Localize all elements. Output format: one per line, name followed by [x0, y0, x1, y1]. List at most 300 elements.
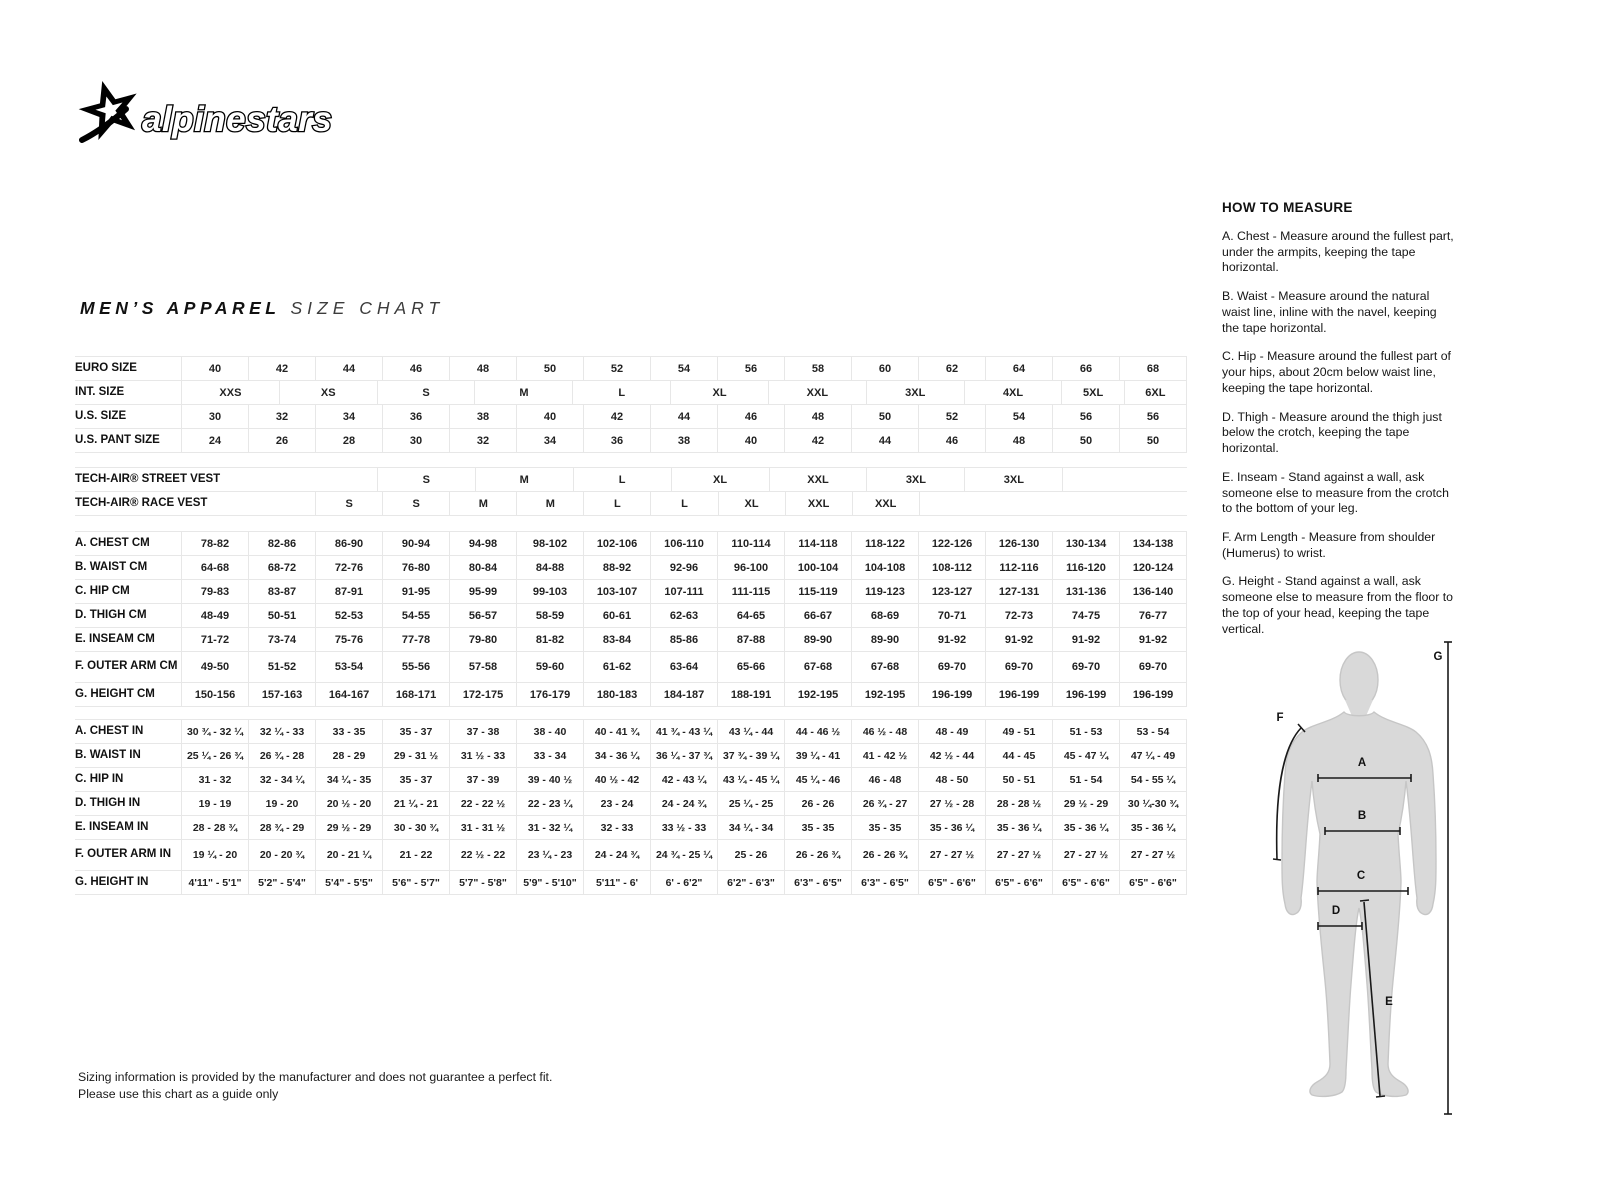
size-cell: 28 [315, 429, 382, 452]
size-cell: 42 [784, 429, 851, 452]
row-label: U.S. SIZE [75, 409, 127, 422]
size-cell: 29 ½ - 29 [315, 816, 382, 839]
size-cell: 127-131 [985, 580, 1052, 603]
measure-instruction-thigh: D. Thigh - Measure around the thigh just below the crotch, keeping the tape horizontal. [1222, 409, 1442, 456]
measure-instruction-arm: F. Arm Length - Measure from shoulder (Humerus) to wrist. [1222, 530, 1436, 560]
size-cell: 168-171 [382, 683, 449, 706]
size-cell: 30 ¼-30 ¾ [1119, 792, 1187, 815]
row-cells [181, 720, 1187, 743]
size-cell: 4XL [964, 381, 1062, 404]
size-cell: 33 - 34 [516, 744, 583, 767]
size-cell: 23 ¼ - 23 [516, 840, 583, 870]
size-table [75, 356, 1187, 895]
size-cell: 25 ¼ - 26 ¾ [181, 744, 248, 767]
size-cell: 34 ¼ - 35 [315, 768, 382, 791]
size-cell: 106-110 [650, 532, 717, 555]
size-cell: 35 - 36 ¼ [918, 816, 985, 839]
size-cell: 184-187 [650, 683, 717, 706]
row-cells [181, 840, 1187, 870]
size-cell: XL [718, 492, 785, 515]
row-label: D. THIGH CM [75, 608, 147, 621]
size-cell: 50 [1119, 429, 1187, 452]
size-cell: 68-72 [248, 556, 315, 579]
size-cell: 44 [650, 405, 717, 428]
size-cell: 176-179 [516, 683, 583, 706]
size-cell: 123-127 [918, 580, 985, 603]
size-cell: 24 - 24 ¾ [583, 840, 650, 870]
size-cell: 28 ¾ - 29 [248, 816, 315, 839]
measure-instruction-inseam: E. Inseam - Stand against a wall, ask someone else to measure from the crotch to the bottom of your leg. [1222, 469, 1449, 516]
size-cell: 48 [449, 357, 516, 380]
page-title [80, 298, 444, 319]
row-cells [181, 628, 1187, 651]
size-cell: 62-63 [650, 604, 717, 627]
size-cell: L [572, 381, 670, 404]
size-cell: 38 [650, 429, 717, 452]
size-cell: 122-126 [918, 532, 985, 555]
footer-note [78, 1069, 552, 1103]
size-cell: 26 [248, 429, 315, 452]
table-group-sizes [75, 356, 1187, 453]
size-cell: 150-156 [181, 683, 248, 706]
size-cell: 56-57 [449, 604, 516, 627]
size-cell: 68 [1119, 357, 1187, 380]
size-cell: 37 - 39 [449, 768, 516, 791]
size-cell: 76-80 [382, 556, 449, 579]
table-row [75, 720, 1187, 744]
size-cell: 157-163 [248, 683, 315, 706]
size-cell: 58-59 [516, 604, 583, 627]
size-cell: 56 [1052, 405, 1119, 428]
how-to-measure-heading: HOW TO MEASURE [1222, 200, 1353, 215]
size-cell: 20 ½ - 20 [315, 792, 382, 815]
row-cells [181, 816, 1187, 839]
size-cell: 74-75 [1052, 604, 1119, 627]
row-cells [181, 532, 1187, 555]
size-cell: 31 ½ - 33 [449, 744, 516, 767]
size-cell: 5'4" - 5'5" [315, 871, 382, 894]
size-cell: 40 ½ - 42 [583, 768, 650, 791]
size-cell: 52-53 [315, 604, 382, 627]
size-cell: 111-115 [717, 580, 784, 603]
size-cell: 53-54 [315, 652, 382, 682]
size-cell: 27 - 27 ½ [918, 840, 985, 870]
size-cell: 91-92 [1052, 628, 1119, 651]
size-cell: 192-195 [851, 683, 918, 706]
size-cell: 33 - 35 [315, 720, 382, 743]
table-row [75, 492, 1187, 516]
size-cell: 43 ¼ - 45 ¼ [717, 768, 784, 791]
figure-label-thigh: D [1331, 905, 1341, 917]
size-cell: 38 - 40 [516, 720, 583, 743]
size-cell: 118-122 [851, 532, 918, 555]
size-cell: 26 - 26 ¾ [784, 840, 851, 870]
size-cell: 67-68 [851, 652, 918, 682]
figure-label-inseam: E [1385, 996, 1393, 1008]
size-cell: XXS [181, 381, 279, 404]
size-cell: 46 ½ - 48 [851, 720, 918, 743]
figure-label-arm: F [1276, 712, 1284, 724]
size-cell: 19 - 20 [248, 792, 315, 815]
size-cell: XXL [852, 492, 919, 515]
measure-figure [1232, 616, 1457, 1124]
size-cell: 136-140 [1119, 580, 1187, 603]
size-cell: 5'6" - 5'7" [382, 871, 449, 894]
size-cell: 6'5" - 6'6" [985, 871, 1052, 894]
alpinestars-logo-icon [72, 76, 347, 148]
size-cell: 69-70 [985, 652, 1052, 682]
size-cell: 50 [516, 357, 583, 380]
size-cell: 58 [784, 357, 851, 380]
size-cell: S [382, 492, 449, 515]
size-cell: 180-183 [583, 683, 650, 706]
row-cells [181, 768, 1187, 791]
size-cell: 81-82 [516, 628, 583, 651]
size-cell: 49 - 51 [985, 720, 1052, 743]
size-cell: 72-73 [985, 604, 1052, 627]
size-cell: 94-98 [449, 532, 516, 555]
size-cell: 134-138 [1119, 532, 1187, 555]
row-cells [181, 405, 1187, 428]
size-cell: 196-199 [985, 683, 1052, 706]
size-cell: 30 - 30 ¾ [382, 816, 449, 839]
row-label: INT. SIZE [75, 385, 125, 398]
size-cell: M [474, 381, 572, 404]
size-cell: 37 ¾ - 39 ¼ [717, 744, 784, 767]
size-cell: 48 [985, 429, 1052, 452]
size-cell: 61-62 [583, 652, 650, 682]
page-title-primary: MEN’S APPAREL [80, 298, 281, 318]
size-cell: 71-72 [181, 628, 248, 651]
size-cell: 22 - 23 ¼ [516, 792, 583, 815]
size-cell: 6'5" - 6'6" [1119, 871, 1187, 894]
size-cell: 32 ¼ - 33 [248, 720, 315, 743]
row-cells [181, 604, 1187, 627]
size-cell: 30 ¾ - 32 ¼ [181, 720, 248, 743]
size-cell: 48 [784, 405, 851, 428]
row-label: U.S. PANT SIZE [75, 433, 160, 446]
size-cell: M [516, 492, 583, 515]
size-cell: 108-112 [918, 556, 985, 579]
size-cell: 42 [248, 357, 315, 380]
table-row [75, 744, 1187, 768]
size-cell: 120-124 [1119, 556, 1187, 579]
size-cell: 188-191 [717, 683, 784, 706]
size-cell: 28 - 28 ½ [985, 792, 1052, 815]
size-cell: 51 - 53 [1052, 720, 1119, 743]
size-cell: 45 - 47 ¼ [1052, 744, 1119, 767]
size-cell [1062, 468, 1124, 491]
row-label: A. CHEST IN [75, 724, 144, 737]
figure-label-hip: C [1356, 870, 1366, 882]
size-cell: 63-64 [650, 652, 717, 682]
size-cell: 92-96 [650, 556, 717, 579]
size-cell: 6'5" - 6'6" [1052, 871, 1119, 894]
size-cell: 35 - 35 [851, 816, 918, 839]
row-label: C. HIP CM [75, 584, 130, 597]
size-cell [919, 492, 986, 515]
size-cell: 6'3" - 6'5" [784, 871, 851, 894]
size-cell: 31 - 32 [181, 768, 248, 791]
size-cell: 90-94 [382, 532, 449, 555]
size-cell: 30 [181, 405, 248, 428]
size-cell: 27 - 27 ½ [1119, 840, 1187, 870]
size-cell: 52 [583, 357, 650, 380]
size-cell: XXL [768, 381, 866, 404]
size-cell: 35 - 37 [382, 720, 449, 743]
size-cell: 24 - 24 ¾ [650, 792, 717, 815]
size-cell: 22 ½ - 22 [449, 840, 516, 870]
figure-label-chest: A [1357, 757, 1367, 769]
table-row [75, 556, 1187, 580]
size-cell: 80-84 [449, 556, 516, 579]
size-cell: 104-108 [851, 556, 918, 579]
size-cell: 52 [918, 405, 985, 428]
table-row [75, 604, 1187, 628]
size-cell: 88-92 [583, 556, 650, 579]
size-cell: 19 ¼ - 20 [181, 840, 248, 870]
size-cell: 91-95 [382, 580, 449, 603]
size-cell: 22 - 22 ½ [449, 792, 516, 815]
size-cell: 20 - 21 ¼ [315, 840, 382, 870]
size-cell: 38 [449, 405, 516, 428]
body-silhouette-icon [1232, 616, 1457, 1124]
size-cell: 42 - 43 ¼ [650, 768, 717, 791]
size-cell [986, 492, 1053, 515]
size-cell: 60 [851, 357, 918, 380]
size-cell: 91-92 [985, 628, 1052, 651]
size-cell [1120, 492, 1187, 515]
size-cell: 45 ¼ - 46 [784, 768, 851, 791]
size-cell: 112-116 [985, 556, 1052, 579]
table-row [75, 429, 1187, 453]
size-cell: 68-69 [851, 604, 918, 627]
size-cell: 192-195 [784, 683, 851, 706]
size-cell: 41 - 42 ½ [851, 744, 918, 767]
footer-line-2: Please use this chart as a guide only [78, 1087, 279, 1102]
size-cell: 3XL [866, 381, 964, 404]
table-row [75, 405, 1187, 429]
row-cells [181, 556, 1187, 579]
size-cell: 34 [516, 429, 583, 452]
row-cells [181, 652, 1187, 682]
size-cell: 50 [1052, 429, 1119, 452]
size-cell: 50 - 51 [985, 768, 1052, 791]
how-to-measure-panel [1222, 200, 1455, 650]
size-cell: L [650, 492, 717, 515]
measure-instruction-waist: B. Waist - Measure around the natural waist line, inline with the navel, keeping the tape horizontal. [1222, 289, 1437, 335]
row-label: C. HIP IN [75, 772, 124, 785]
row-label: TECH-AIR® STREET VEST [75, 472, 221, 485]
figure-label-height: G [1433, 651, 1443, 663]
size-cell [1125, 468, 1187, 491]
size-cell: XL [671, 468, 769, 491]
size-cell: 34 [315, 405, 382, 428]
size-cell: 30 [382, 429, 449, 452]
size-cell: S [377, 468, 475, 491]
size-cell: 70-71 [918, 604, 985, 627]
size-cell: 32 - 34 ¼ [248, 768, 315, 791]
size-cell: 83-84 [583, 628, 650, 651]
size-cell: 57-58 [449, 652, 516, 682]
size-cell: 87-88 [717, 628, 784, 651]
size-cell: 75-76 [315, 628, 382, 651]
size-cell: 20 - 20 ¾ [248, 840, 315, 870]
row-cells [181, 492, 1187, 515]
row-cells [181, 580, 1187, 603]
size-cell: 39 ¼ - 41 [784, 744, 851, 767]
table-row [75, 840, 1187, 871]
size-cell: 100-104 [784, 556, 851, 579]
size-cell: 36 [583, 429, 650, 452]
size-cell: 44 [315, 357, 382, 380]
size-cell: 82-86 [248, 532, 315, 555]
size-cell: 6' - 6'2" [650, 871, 717, 894]
size-cell: XS [279, 381, 377, 404]
size-cell: 27 - 27 ½ [1052, 840, 1119, 870]
size-cell [248, 492, 315, 515]
row-label: A. CHEST CM [75, 536, 150, 549]
table-row [75, 792, 1187, 816]
size-cell: 35 - 37 [382, 768, 449, 791]
size-cell: 48-49 [181, 604, 248, 627]
size-cell: 64-68 [181, 556, 248, 579]
size-cell: 41 ¾ - 43 ¼ [650, 720, 717, 743]
size-cell: 50-51 [248, 604, 315, 627]
size-cell: 116-120 [1052, 556, 1119, 579]
size-cell: 39 - 40 ½ [516, 768, 583, 791]
size-cell: 47 ¼ - 49 [1119, 744, 1187, 767]
size-cell: 49-50 [181, 652, 248, 682]
size-cell: 130-134 [1052, 532, 1119, 555]
size-cell: 33 ½ - 33 [650, 816, 717, 839]
size-cell: 72-76 [315, 556, 382, 579]
size-cell: 55-56 [382, 652, 449, 682]
size-cell: 5XL [1061, 381, 1123, 404]
size-cell: 5'2" - 5'4" [248, 871, 315, 894]
size-cell: 91-92 [918, 628, 985, 651]
size-cell: 6'5" - 6'6" [918, 871, 985, 894]
size-cell: 44 - 46 ½ [784, 720, 851, 743]
size-cell: 29 - 31 ½ [382, 744, 449, 767]
size-cell: 35 - 35 [784, 816, 851, 839]
size-cell: 54 [985, 405, 1052, 428]
size-cell: 5'7" - 5'8" [449, 871, 516, 894]
size-cell: 46 - 48 [851, 768, 918, 791]
size-cell: 66-67 [784, 604, 851, 627]
size-cell: 64 [985, 357, 1052, 380]
row-cells [181, 357, 1187, 380]
size-cell: 42 [583, 405, 650, 428]
size-cell: 69-70 [1119, 652, 1187, 682]
row-cells [181, 744, 1187, 767]
size-cell: 32 [248, 405, 315, 428]
size-cell: 69-70 [1052, 652, 1119, 682]
size-cell: 26 ¾ - 28 [248, 744, 315, 767]
size-cell: 37 - 38 [449, 720, 516, 743]
size-cell: 26 - 26 ¾ [851, 840, 918, 870]
size-cell: 60-61 [583, 604, 650, 627]
figure-label-waist: B [1357, 810, 1367, 822]
table-row [75, 580, 1187, 604]
table-group-tech_air [75, 467, 1187, 516]
table-row [75, 816, 1187, 840]
row-cells [181, 381, 1187, 404]
row-label: E. INSEAM CM [75, 632, 155, 645]
size-cell: 172-175 [449, 683, 516, 706]
table-row [75, 468, 1187, 492]
row-cells [181, 683, 1187, 706]
size-cell: 35 - 36 ¼ [985, 816, 1052, 839]
size-cell: 46 [382, 357, 449, 380]
size-cell: 79-80 [449, 628, 516, 651]
size-cell: M [449, 492, 516, 515]
size-cell: 34 ¼ - 34 [717, 816, 784, 839]
size-cell: 196-199 [1119, 683, 1187, 706]
size-cell: 42 ½ - 44 [918, 744, 985, 767]
size-cell: 83-87 [248, 580, 315, 603]
size-cell: 29 ½ - 29 [1052, 792, 1119, 815]
size-cell: 28 - 28 ¾ [181, 816, 248, 839]
size-cell: 79-83 [181, 580, 248, 603]
measure-instruction-chest: A. Chest - Measure around the fullest part, under the armpits, keeping the tape horizontal. [1222, 229, 1454, 275]
row-label: F. OUTER ARM CM [75, 660, 178, 673]
size-cell: 5'9" - 5'10" [516, 871, 583, 894]
size-cell: L [583, 492, 650, 515]
size-cell: 107-111 [650, 580, 717, 603]
size-cell: 102-106 [583, 532, 650, 555]
size-cell: 95-99 [449, 580, 516, 603]
size-cell: 196-199 [1052, 683, 1119, 706]
size-cell: 32 [449, 429, 516, 452]
size-cell: 99-103 [516, 580, 583, 603]
row-label: B. WAIST CM [75, 560, 148, 573]
size-cell: 48 - 49 [918, 720, 985, 743]
page-title-secondary: SIZE CHART [290, 298, 445, 318]
table-row [75, 381, 1187, 405]
size-cell: 164-167 [315, 683, 382, 706]
size-cell: 5'11" - 6' [583, 871, 650, 894]
size-cell: 46 [717, 405, 784, 428]
measure-instruction-hip: C. Hip - Measure around the fullest part of your hips, about 20cm below waist line, keeping the tape horizontal. [1222, 349, 1451, 395]
table-row [75, 683, 1187, 707]
table-group-imperial [75, 719, 1187, 895]
size-cell: 86-90 [315, 532, 382, 555]
size-cell: 115-119 [784, 580, 851, 603]
size-cell: 51 - 54 [1052, 768, 1119, 791]
size-cell: S [377, 381, 475, 404]
size-cell: 54 [650, 357, 717, 380]
size-cell: 21 - 22 [382, 840, 449, 870]
size-cell: 46 [918, 429, 985, 452]
size-cell: 119-123 [851, 580, 918, 603]
size-cell: 23 - 24 [583, 792, 650, 815]
size-cell: 36 ¼ - 37 ¾ [650, 744, 717, 767]
size-cell: 6'2" - 6'3" [717, 871, 784, 894]
row-label: D. THIGH IN [75, 796, 141, 809]
row-label: B. WAIST IN [75, 748, 141, 761]
row-cells [181, 792, 1187, 815]
size-cell: 114-118 [784, 532, 851, 555]
size-cell: 19 - 19 [181, 792, 248, 815]
row-label: F. OUTER ARM IN [75, 848, 172, 861]
size-cell: 27 - 27 ½ [985, 840, 1052, 870]
size-cell [1053, 492, 1120, 515]
size-cell: 36 [382, 405, 449, 428]
size-cell: 91-92 [1119, 628, 1187, 651]
table-row [75, 768, 1187, 792]
size-cell: M [475, 468, 573, 491]
